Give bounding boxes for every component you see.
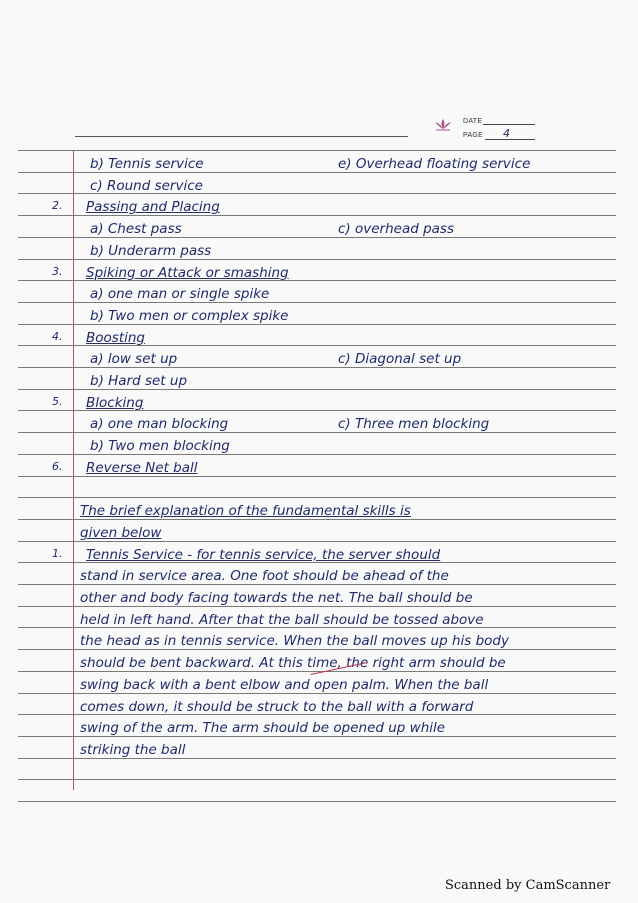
- text-line: swing of the arm. The arm should be opened up while: [80, 720, 446, 737]
- text-line: Blocking: [86, 394, 144, 411]
- text-line: The brief explanation of the fundamental skills is: [80, 503, 411, 520]
- ruled-line: [18, 801, 616, 802]
- scanner-footer: Scanned by CamScanner: [445, 878, 611, 893]
- text-line: Passing and Placing: [86, 199, 220, 216]
- item-number: 3.: [52, 264, 63, 278]
- top-rule: [75, 136, 408, 137]
- ruled-line: [18, 150, 616, 151]
- text-line: swing back with a bent elbow and open palm. When the ball: [80, 676, 489, 693]
- text-line: Spiking or Attack or smashing: [86, 264, 289, 281]
- ruled-line: [18, 497, 616, 498]
- text-line: a) Chest pass: [90, 221, 182, 238]
- text-line: striking the ball: [80, 741, 186, 758]
- text-line-right: c) overhead pass: [338, 221, 454, 238]
- margin-line: [73, 150, 74, 790]
- text-line: c) Round service: [90, 177, 203, 194]
- item-number: 1.: [52, 546, 63, 560]
- page-label: PAGE: [463, 132, 484, 139]
- text-line: b) Tennis service: [90, 156, 204, 172]
- text-line-right: e) Overhead floating service: [338, 156, 531, 172]
- date-label: DATE: [463, 118, 483, 125]
- date-line: [483, 124, 535, 125]
- text-line: should be bent backward. At this time, the right arm should be: [80, 655, 506, 672]
- text-line: b) Two men or complex spike: [90, 307, 289, 324]
- text-line: Reverse Net ball: [86, 459, 198, 476]
- item-number: 5.: [52, 394, 63, 408]
- ruled-line: [18, 779, 616, 780]
- item-number: 4.: [52, 329, 63, 343]
- text-line: b) Two men blocking: [90, 438, 230, 455]
- text-line: a) one man blocking: [90, 416, 229, 433]
- item-number: 6.: [52, 459, 63, 473]
- text-line: Tennis Service - for tennis service, the server should: [86, 546, 441, 563]
- text-line: given below: [80, 524, 162, 541]
- page-line: [485, 139, 535, 140]
- text-line: stand in service area. One foot should be ahead of the: [80, 568, 449, 585]
- text-line: a) one man or single spike: [90, 286, 270, 303]
- text-line: a) low set up: [90, 351, 178, 368]
- text-line: b) Hard set up: [90, 373, 188, 389]
- lotus-icon: [433, 118, 453, 132]
- text-line: b) Underarm pass: [90, 242, 212, 259]
- item-number: 2.: [52, 199, 63, 213]
- text-line-right: c) Diagonal set up: [338, 351, 462, 368]
- text-line: other and body facing towards the net. The ball should be: [80, 590, 473, 606]
- text-line-right: c) Three men blocking: [338, 416, 490, 433]
- text-line: held in left hand. After that the ball should be tossed above: [80, 611, 484, 628]
- text-line: the head as in tennis service. When the ball moves up his body: [80, 633, 509, 650]
- page-number: 4: [503, 127, 510, 140]
- text-line: comes down, it should be struck to the ball with a forward: [80, 698, 474, 715]
- text-line: Boosting: [86, 329, 145, 346]
